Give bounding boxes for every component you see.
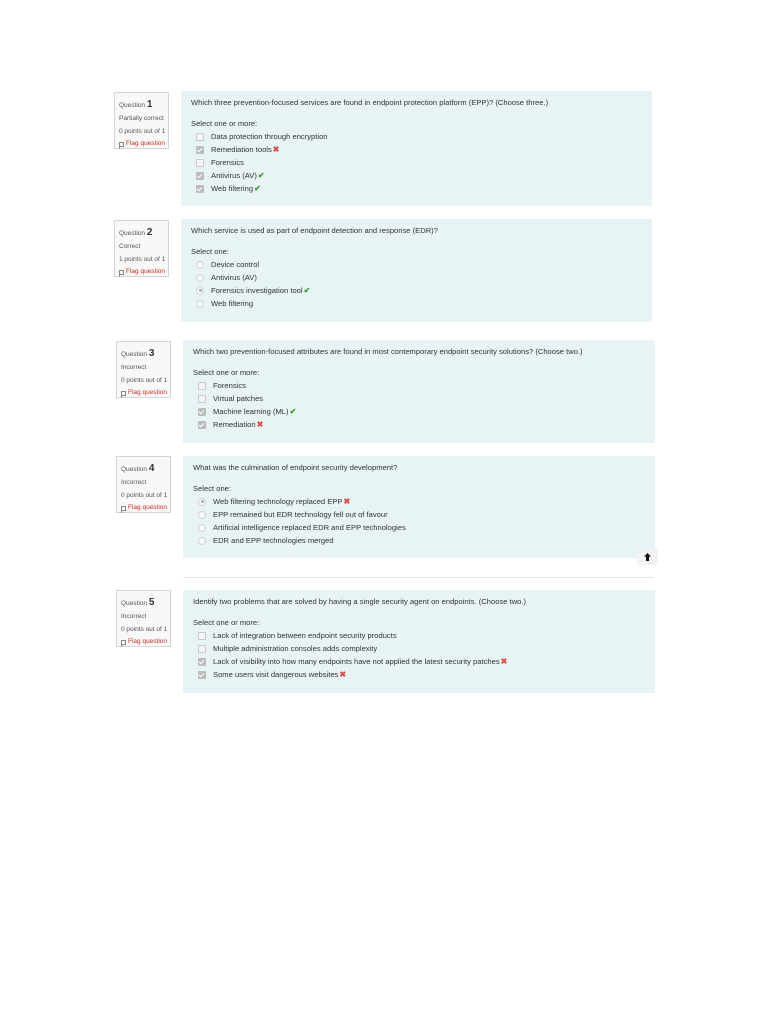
question-status: Partially correct xyxy=(119,115,164,122)
question-number: 5 xyxy=(148,597,155,608)
answer-checkbox[interactable] xyxy=(196,172,204,180)
answer-list xyxy=(193,379,645,431)
answer-label: Some users visit dangerous websites xyxy=(213,670,339,679)
flag-question-label: Flag question xyxy=(128,504,168,512)
answer-option[interactable] xyxy=(193,418,645,431)
question-label: Question xyxy=(121,466,148,473)
answer-option[interactable] xyxy=(191,258,642,271)
flag-question-link[interactable] xyxy=(121,502,170,515)
question-content-5 xyxy=(183,590,655,693)
flag-question-label: Flag question xyxy=(128,638,168,646)
answer-option[interactable] xyxy=(193,508,645,521)
question-points: 0 points out of 1 xyxy=(119,127,166,135)
answer-checkbox[interactable] xyxy=(196,185,204,193)
answer-label: Machine learning (ML) xyxy=(213,407,289,416)
answer-label: EPP remained but EDR technology fell out of favour xyxy=(213,510,388,519)
question-text: Identify two problems that are solved by having a single security agent on endpoints. (Choose two.) xyxy=(193,597,527,606)
flag-question-label: Flag question xyxy=(126,140,166,148)
answer-radio[interactable] xyxy=(198,524,206,532)
answer-label: Antivirus (AV) xyxy=(211,273,257,282)
question-content-3 xyxy=(183,340,655,443)
answer-radio[interactable] xyxy=(196,287,204,295)
question-content-1 xyxy=(181,91,652,206)
incorrect-cross-icon: ✖ xyxy=(339,670,347,679)
flag-icon xyxy=(121,640,125,646)
flag-icon xyxy=(121,506,125,512)
question-info-2 xyxy=(114,220,169,277)
flag-icon xyxy=(121,391,125,397)
page-divider xyxy=(183,577,654,578)
answer-prompt: Select one or more: xyxy=(193,618,260,627)
answer-list xyxy=(191,258,642,310)
answer-option[interactable] xyxy=(191,130,642,143)
answer-prompt: Select one: xyxy=(191,247,229,256)
question-points: 0 points out of 1 xyxy=(121,625,168,633)
answer-label: Multiple administration consoles adds complexity xyxy=(213,644,378,653)
answer-option[interactable] xyxy=(191,271,642,284)
answer-label: Antivirus (AV) xyxy=(211,171,257,180)
answer-option[interactable] xyxy=(191,143,642,156)
question-content-4 xyxy=(183,456,655,558)
question-number: 4 xyxy=(148,463,155,474)
flag-question-link[interactable] xyxy=(121,387,170,400)
answer-list xyxy=(193,629,645,681)
question-text: What was the culmination of endpoint security development? xyxy=(193,463,398,472)
incorrect-cross-icon: ✖ xyxy=(343,497,351,506)
flag-question-link[interactable] xyxy=(121,636,170,649)
answer-label: Forensics xyxy=(213,381,246,390)
answer-label: Virtual patches xyxy=(213,394,264,403)
answer-checkbox[interactable] xyxy=(196,146,204,154)
answer-label: Device control xyxy=(211,260,260,269)
question-label: Question xyxy=(119,230,146,237)
answer-label: Forensics xyxy=(211,158,244,167)
flag-question-label: Flag question xyxy=(128,389,168,397)
answer-label: Forensics investigation tool xyxy=(211,286,303,295)
question-info-1 xyxy=(114,92,169,149)
flag-question-link[interactable] xyxy=(119,266,168,279)
incorrect-cross-icon: ✖ xyxy=(256,420,264,429)
flag-icon xyxy=(119,142,123,148)
answer-label: Web filtering xyxy=(211,184,254,193)
arrow-up-icon xyxy=(644,553,651,561)
correct-check-icon: ✔ xyxy=(303,286,311,295)
question-label: Question xyxy=(121,351,148,358)
question-info-5 xyxy=(116,590,171,647)
question-status: Incorrect xyxy=(121,364,147,371)
answer-label: Data protection through encryption xyxy=(211,132,328,141)
question-status: Incorrect xyxy=(121,613,147,620)
answer-option[interactable] xyxy=(193,629,645,642)
answer-label: Lack of integration between endpoint security products xyxy=(213,631,397,640)
answer-option[interactable] xyxy=(193,405,645,418)
question-text: Which three prevention-focused services are found in endpoint protection platform (EPP)? (Choose three.) xyxy=(191,98,549,107)
flag-question-label: Flag question xyxy=(126,268,166,276)
question-points: 1 points out of 1 xyxy=(119,255,166,263)
question-info-4 xyxy=(116,456,171,513)
answer-checkbox[interactable] xyxy=(196,159,204,167)
question-points: 0 points out of 1 xyxy=(121,376,168,384)
answer-checkbox[interactable] xyxy=(198,645,206,653)
answer-checkbox[interactable] xyxy=(198,632,206,640)
correct-check-icon: ✔ xyxy=(289,407,297,416)
answer-option[interactable] xyxy=(191,182,642,195)
flag-icon xyxy=(119,270,123,276)
answer-option[interactable] xyxy=(193,392,645,405)
correct-check-icon: ✔ xyxy=(254,184,261,193)
question-number: 3 xyxy=(148,348,155,359)
question-points: 0 points out of 1 xyxy=(121,491,168,499)
incorrect-cross-icon: ✖ xyxy=(272,145,280,154)
answer-radio[interactable] xyxy=(198,498,206,506)
answer-label: Artificial intelligence replaced EDR and EPP technologies xyxy=(213,523,406,532)
question-info-3 xyxy=(116,341,171,398)
answer-checkbox[interactable] xyxy=(198,658,206,666)
answer-option[interactable] xyxy=(191,156,642,169)
answer-checkbox[interactable] xyxy=(198,382,206,390)
answer-option[interactable] xyxy=(193,668,645,681)
answer-option[interactable] xyxy=(191,284,642,297)
answer-option[interactable] xyxy=(193,534,645,547)
answer-label: Remediation tools xyxy=(211,145,272,154)
answer-label: Web filtering xyxy=(211,299,254,308)
answer-checkbox[interactable] xyxy=(198,421,206,429)
incorrect-cross-icon: ✖ xyxy=(500,657,508,666)
answer-prompt: Select one or more: xyxy=(193,368,260,377)
answer-option[interactable] xyxy=(193,642,645,655)
answer-option[interactable] xyxy=(193,655,645,668)
answer-option[interactable] xyxy=(193,379,645,392)
question-status: Incorrect xyxy=(121,479,147,486)
answer-radio[interactable] xyxy=(196,274,204,282)
question-number: 2 xyxy=(146,227,153,238)
answer-label: EDR and EPP technologies merged xyxy=(213,536,334,545)
question-label: Question xyxy=(119,102,146,109)
question-content-2 xyxy=(181,219,652,322)
answer-list xyxy=(193,495,645,547)
answer-prompt: Select one: xyxy=(193,484,231,493)
answer-checkbox[interactable] xyxy=(198,395,206,403)
correct-check-icon: ✔ xyxy=(257,171,265,180)
answer-checkbox[interactable] xyxy=(196,133,204,141)
answer-label: Remediation xyxy=(213,420,256,429)
answer-label: Lack of visibility into how many endpoints have not applied the latest security patches xyxy=(213,657,500,666)
back-to-top-button[interactable] xyxy=(637,549,658,565)
answer-radio[interactable] xyxy=(196,261,204,269)
answer-option[interactable] xyxy=(193,495,645,508)
answer-label: Web filtering technology replaced EPP xyxy=(213,497,343,506)
question-number: 1 xyxy=(146,99,153,110)
answer-option[interactable] xyxy=(191,169,642,182)
question-label: Question xyxy=(121,600,148,607)
question-text: Which two prevention-focused attributes are found in most contemporary endpoint security solutions? (Choose two.) xyxy=(193,347,583,356)
answer-radio[interactable] xyxy=(196,300,204,308)
question-status: Correct xyxy=(119,243,141,250)
question-text: Which service is used as part of endpoint detection and response (EDR)? xyxy=(191,226,438,235)
answer-radio[interactable] xyxy=(198,537,206,545)
answer-option[interactable] xyxy=(191,297,642,310)
answer-option[interactable] xyxy=(193,521,645,534)
answer-radio[interactable] xyxy=(198,511,206,519)
answer-list xyxy=(191,130,642,195)
answer-prompt: Select one or more: xyxy=(191,119,258,128)
answer-checkbox[interactable] xyxy=(198,408,206,416)
answer-checkbox[interactable] xyxy=(198,671,206,679)
flag-question-link[interactable] xyxy=(119,138,168,151)
